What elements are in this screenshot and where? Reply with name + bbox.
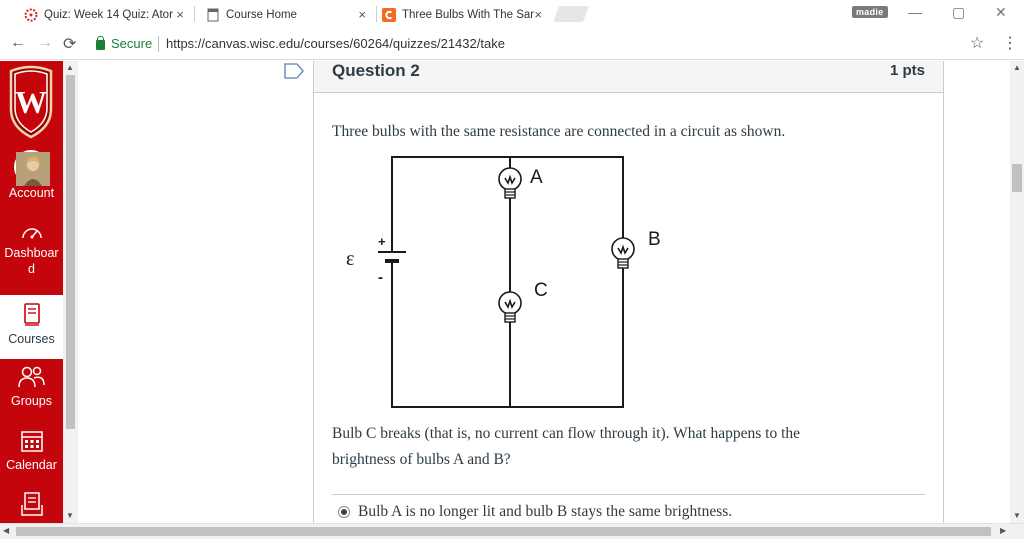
lock-icon xyxy=(96,40,105,50)
question-body-line2: brightness of bulbs A and B? xyxy=(332,451,511,468)
bulb-c-icon xyxy=(499,292,521,322)
nav-groups-label: Groups xyxy=(11,394,52,408)
tab-quiz-title: Quiz: Week 14 Quiz: Ator xyxy=(44,9,173,21)
question-intro: Three bulbs with the same resistance are connected in a circuit as shown. xyxy=(332,123,786,140)
tab-course-home-close-icon[interactable]: × xyxy=(358,7,366,22)
address-bar xyxy=(0,28,1024,60)
chegg-favicon-icon xyxy=(382,8,396,22)
groups-icon xyxy=(17,365,47,389)
flag-question-icon[interactable] xyxy=(284,63,304,79)
scroll-left-icon[interactable]: ◀ xyxy=(3,526,10,535)
minimize-icon[interactable]: — xyxy=(908,4,922,20)
answer-option-label: Bulb A is no longer lit and bulb B stays the same brightness. xyxy=(358,503,733,520)
tab-three-bulbs-close-icon[interactable]: × xyxy=(534,7,542,22)
dashboard-icon xyxy=(20,223,44,241)
browser-menu-icon[interactable]: ⋮ xyxy=(1002,35,1018,52)
question-points: 1 pts xyxy=(889,62,925,79)
nav-account[interactable] xyxy=(0,185,63,201)
new-tab-button[interactable] xyxy=(553,6,589,22)
horizontal-scroll-thumb[interactable] xyxy=(16,527,991,536)
url-separator xyxy=(158,36,159,52)
inbox-icon xyxy=(20,491,44,517)
bulb-b-icon xyxy=(612,238,634,268)
url-input[interactable]: https://canvas.wisc.edu/courses/60264/quizzes/21432/take xyxy=(166,36,505,51)
tab-strip xyxy=(0,0,1024,28)
page-scroll-up-icon[interactable]: ▲ xyxy=(1013,63,1021,72)
courses-icon xyxy=(23,303,41,327)
page-scrollbar[interactable] xyxy=(1010,61,1024,523)
profile-badge[interactable]: madie xyxy=(852,6,888,18)
nav-dashboard[interactable] xyxy=(0,223,63,279)
forward-icon[interactable]: → xyxy=(37,34,53,51)
scroll-right-icon[interactable]: ▶ xyxy=(1000,526,1007,535)
canvas-favicon-icon xyxy=(24,8,38,22)
back-icon[interactable]: ← xyxy=(10,34,26,51)
global-nav xyxy=(0,61,63,523)
page-scroll-down-icon[interactable]: ▼ xyxy=(1013,511,1021,520)
nav-calendar-label: Calendar xyxy=(6,458,57,472)
horizontal-scrollbar[interactable] xyxy=(0,523,1024,539)
secure-indicator[interactable] xyxy=(96,36,152,51)
nav-scroll-up-icon[interactable]: ▲ xyxy=(66,63,74,72)
question-title: Question 2 xyxy=(332,61,420,80)
tab-three-bulbs[interactable] xyxy=(372,2,552,28)
bulb-a-label: A xyxy=(530,167,543,188)
bulb-a-icon xyxy=(499,168,521,198)
account-avatar[interactable] xyxy=(14,150,48,184)
tab-quiz-close-icon[interactable]: × xyxy=(176,7,184,22)
nav-scroll-down-icon[interactable]: ▼ xyxy=(66,511,74,520)
restore-icon[interactable]: ▢ xyxy=(952,4,966,20)
question-card xyxy=(313,61,944,523)
answer-option[interactable] xyxy=(338,503,732,521)
nav-courses[interactable] xyxy=(0,295,63,359)
battery-minus: - xyxy=(378,269,383,286)
question-body xyxy=(332,421,800,473)
emf-label: ε xyxy=(346,248,355,270)
nav-groups[interactable] xyxy=(0,365,63,419)
battery-symbol xyxy=(346,234,406,286)
question-body-line1: Bulb C breaks (that is, no current can flow through it). What happens to the xyxy=(332,425,801,442)
page-scroll-thumb[interactable] xyxy=(1012,164,1022,192)
answer-radio[interactable] xyxy=(338,506,350,518)
uw-crest-logo[interactable] xyxy=(3,65,59,141)
nav-scrollbar[interactable] xyxy=(63,61,78,523)
answer-separator xyxy=(332,494,925,495)
bulb-c-label: C xyxy=(534,280,548,301)
question-header xyxy=(314,61,943,93)
crest-letter: W xyxy=(15,84,47,120)
close-window-icon[interactable]: ✕ xyxy=(995,4,1007,20)
bookmark-star-icon[interactable]: ☆ xyxy=(970,35,985,52)
tab-quiz[interactable] xyxy=(14,2,194,28)
nav-inbox[interactable] xyxy=(0,491,63,523)
nav-account-label: Account xyxy=(8,186,55,200)
calendar-icon xyxy=(20,429,44,453)
nav-calendar[interactable] xyxy=(0,429,63,483)
secure-label: Secure xyxy=(111,36,153,51)
bulb-b-label: B xyxy=(648,229,661,250)
nav-dashboard-label: Dashboar d xyxy=(4,246,59,276)
tab-three-bulbs-title: Three Bulbs With The Sar xyxy=(402,9,535,21)
nav-courses-label: Courses xyxy=(8,332,55,346)
circuit-diagram xyxy=(336,149,661,413)
reload-icon[interactable]: ⟳ xyxy=(63,36,77,53)
nav-scroll-thumb[interactable] xyxy=(66,75,75,429)
tab-divider xyxy=(194,6,195,22)
tab-course-home-title: Course Home xyxy=(226,9,297,21)
battery-plus: + xyxy=(378,234,386,249)
document-favicon-icon xyxy=(206,8,220,22)
tab-course-home[interactable] xyxy=(196,2,376,28)
